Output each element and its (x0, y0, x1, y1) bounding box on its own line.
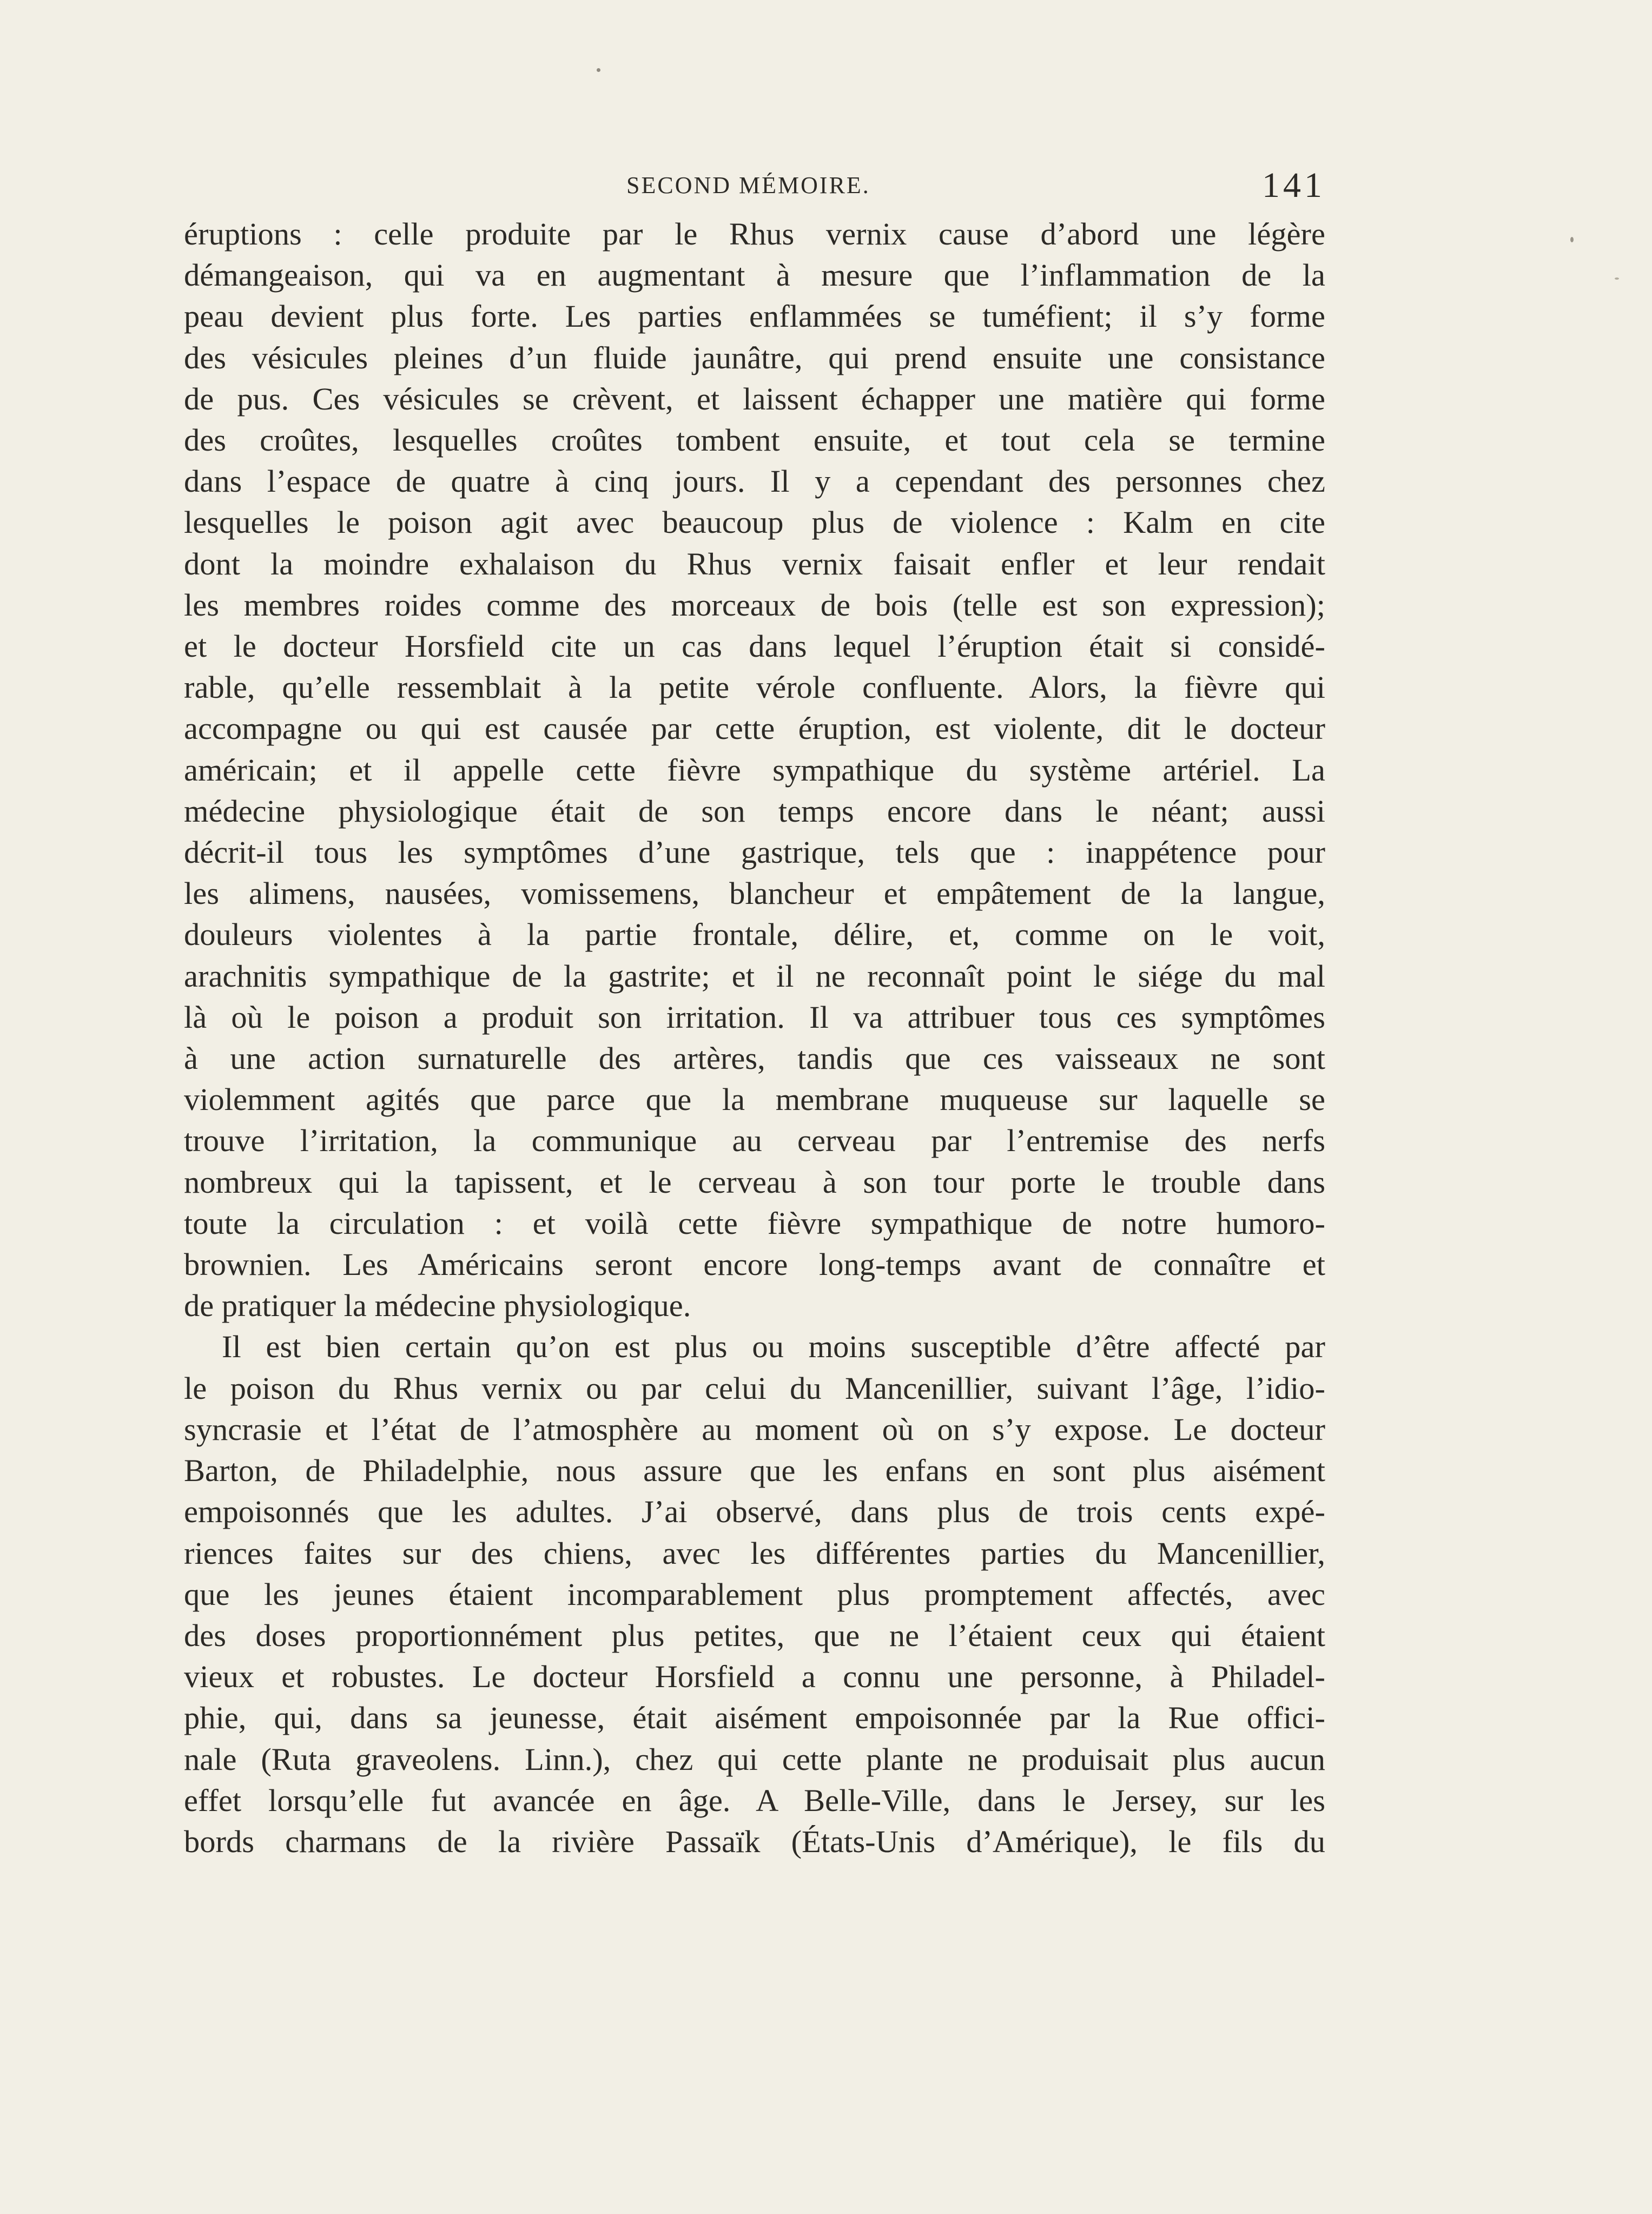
text-line: toute la circulation : et voilà cette fièvre sympathique de notre humoro- (184, 1205, 1325, 1241)
speck-mark (597, 68, 600, 72)
page-header (184, 165, 1325, 214)
text-line: arachnitis sympathique de la gastrite; et il ne reconnaît point le siége du mal (184, 958, 1325, 994)
text-line: Barton, de Philadelphie, nous assure que les enfans en sont plus aisément (184, 1453, 1325, 1489)
text-line: violemment agités que parce que la membrane muqueuse sur laquelle se (184, 1082, 1325, 1118)
text-line: phie, qui, dans sa jeunesse, était aisément empoisonnée par la Rue offici- (184, 1700, 1325, 1736)
text-line: effet lorsqu’elle fut avancée en âge. A Belle-Ville, dans le Jersey, sur les (184, 1782, 1325, 1818)
text-line: des doses proportionnément plus petites, que ne l’étaient ceux qui étaient (184, 1617, 1325, 1653)
text-line: rable, qu’elle ressemblait à la petite vérole confluente. Alors, la fièvre qui (184, 670, 1325, 705)
text-line: vieux et robustes. Le docteur Horsfield a connu une personne, à Philadel- (184, 1659, 1325, 1695)
text-line: trouve l’irritation, la communique au cerveau par l’entremise des nerfs (184, 1123, 1325, 1159)
text-line: là où le poison a produit son irritation. Il va attribuer tous ces symptômes (184, 999, 1325, 1035)
text-line: brownien. Les Américains seront encore long-temps avant de connaître et (184, 1247, 1325, 1283)
text-line: syncrasie et l’état de l’atmosphère au moment où on s’y expose. Le docteur (184, 1411, 1325, 1447)
text-line: les alimens, nausées, vomissemens, blancheur et empâtement de la langue, (184, 876, 1325, 911)
text-line: de pus. Ces vésicules se crèvent, et laissent échapper une matière qui forme (184, 381, 1325, 417)
body-text (184, 214, 1325, 1862)
page-number: 141 (1262, 166, 1325, 205)
text-line: le poison du Rhus vernix ou par celui du Mancenillier, suivant l’âge, l’idio- (184, 1370, 1325, 1406)
text-line: douleurs violentes à la partie frontale, délire, et, comme on le voit, (184, 917, 1325, 953)
text-line: américain; et il appelle cette fièvre sympathique du système artériel. La (184, 752, 1325, 788)
text-line: à une action surnaturelle des artères, tandis que ces vaisseaux ne sont (184, 1041, 1325, 1076)
text-line: les membres roides comme des morceaux de bois (telle est son expression); (184, 587, 1325, 623)
text-line: nale (Ruta graveolens. Linn.), chez qui cette plante ne produisait plus aucun (184, 1741, 1325, 1777)
text-line: des vésicules pleines d’un fluide jaunâtre, qui prend ensuite une consistance (184, 340, 1325, 375)
text-line: lesquelles le poison agit avec beaucoup plus de violence : Kalm en cite (184, 505, 1325, 540)
text-line: démangeaison, qui va en augmentant à mesure que l’inflammation de la (184, 257, 1325, 293)
text-line: éruptions : celle produite par le Rhus vernix cause d’abord une légère (184, 216, 1325, 252)
speck-mark (1615, 277, 1619, 280)
text-line: peau devient plus forte. Les parties enflammées se tuméfient; il s’y forme (184, 299, 1325, 334)
running-head: SECOND MÉMOIRE. (626, 172, 870, 199)
text-line: des croûtes, lesquelles croûtes tombent ensuite, et tout cela se termine (184, 422, 1325, 458)
text-line: empoisonnés que les adultes. J’ai observé, dans plus de trois cents expé- (184, 1494, 1325, 1530)
text-line: de pratiquer la médecine physiologique. (184, 1288, 691, 1324)
text-line: dans l’espace de quatre à cinq jours. Il y a cependant des personnes chez (184, 464, 1325, 499)
text-line: bords charmans de la rivière Passaïk (États-Unis d’Amérique), le fils du (184, 1823, 1325, 1859)
speck-mark (1570, 237, 1574, 242)
text-line: dont la moindre exhalaison du Rhus vernix faisait enfler et leur rendait (184, 546, 1325, 581)
text-line: nombreux qui la tapissent, et le cerveau à son tour porte le trouble dans (184, 1164, 1325, 1200)
text-line: décrit-il tous les symptômes d’une gastrique, tels que : inappétence pour (184, 835, 1325, 870)
text-line: riences faites sur des chiens, avec les différentes parties du Mancenillier, (184, 1535, 1325, 1571)
text-line: accompagne ou qui est causée par cette éruption, est violente, dit le docteur (184, 711, 1325, 746)
text-line: que les jeunes étaient incomparablement plus promptement affectés, avec (184, 1576, 1325, 1612)
text-line: médecine physiologique était de son temps encore dans le néant; aussi (184, 793, 1325, 829)
text-line: et le docteur Horsfield cite un cas dans lequel l’éruption était si considé- (184, 629, 1325, 664)
text-line: Il est bien certain qu’on est plus ou moins susceptible d’être affecté par (222, 1329, 1325, 1365)
